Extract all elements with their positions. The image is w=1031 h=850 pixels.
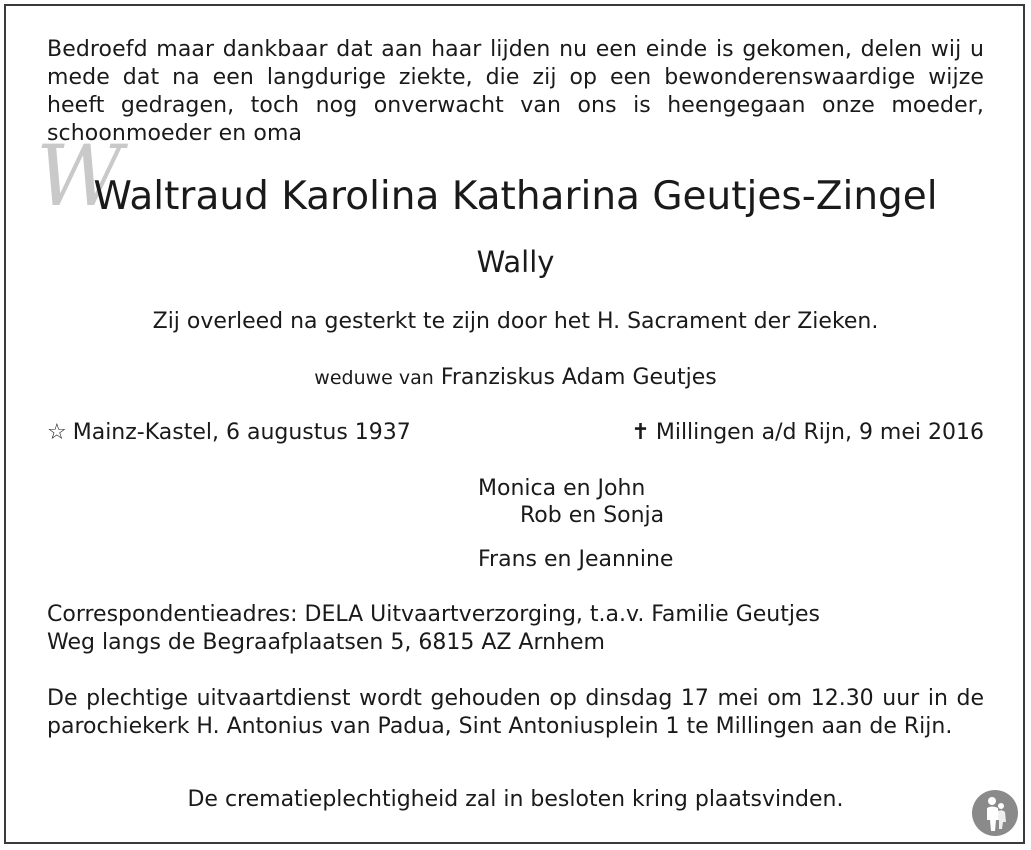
family-member: Frans en Jeannine: [478, 547, 674, 572]
birth-place-date: Mainz-Kastel, 6 augustus 1937: [72, 420, 411, 445]
death-place-date: Millingen a/d Rijn, 9 mei 2016: [655, 420, 984, 445]
widow-prefix: weduwe van: [314, 367, 434, 389]
correspondence-line-1: Correspondentieadres: DELA Uitvaartverzorging, t.a.v. Familie Geutjes: [47, 602, 820, 627]
cremation-text: De crematieplechtigheid zal in besloten kring plaatsvinden.: [187, 787, 844, 812]
sacrament-line: Zij overleed na gesterkt te zijn door het H. Sacrament der Zieken.: [152, 309, 879, 334]
family-member: Rob en Sonja: [520, 503, 665, 528]
deceased-full-name: Waltraud Karolina Katharina Geutjes-Zingel: [93, 174, 938, 219]
funeral-service-text: De plechtige uitvaartdienst wordt gehouden op dinsdag 17 mei om 12.30 uur in de parochiekerk H. Antonius van Padua, Sint Antoniusplein 1 te Millingen aan de Rijn.: [47, 686, 984, 739]
correspondence-line-2: Weg langs de Begraafplaatsen 5, 6815 AZ Arnhem: [47, 630, 605, 655]
spouse-name: Franziskus Adam Geutjes: [440, 365, 717, 390]
family-member: Monica en John: [478, 476, 646, 501]
widow-line: [0, 364, 1031, 392]
star-icon: ☆: [47, 420, 67, 445]
publisher-logo-icon: [971, 789, 1019, 837]
cross-icon: ✝: [631, 420, 650, 445]
deceased-nickname: Wally: [476, 245, 555, 279]
birth-line: [47, 419, 411, 447]
intro-paragraph: Bedroefd maar dankbaar dat aan haar lijden nu een einde is gekomen, delen wij u mede dat na een langdurige ziekte, die zij op een bewonderenswaardige wijze heeft gedragen, toch nog onverwacht van ons is heengegaan onze moeder, schoonmoeder en oma: [47, 37, 984, 146]
decorative-w-icon: W: [36, 127, 123, 225]
death-line: [631, 419, 984, 447]
correspondence-address: [47, 601, 820, 657]
